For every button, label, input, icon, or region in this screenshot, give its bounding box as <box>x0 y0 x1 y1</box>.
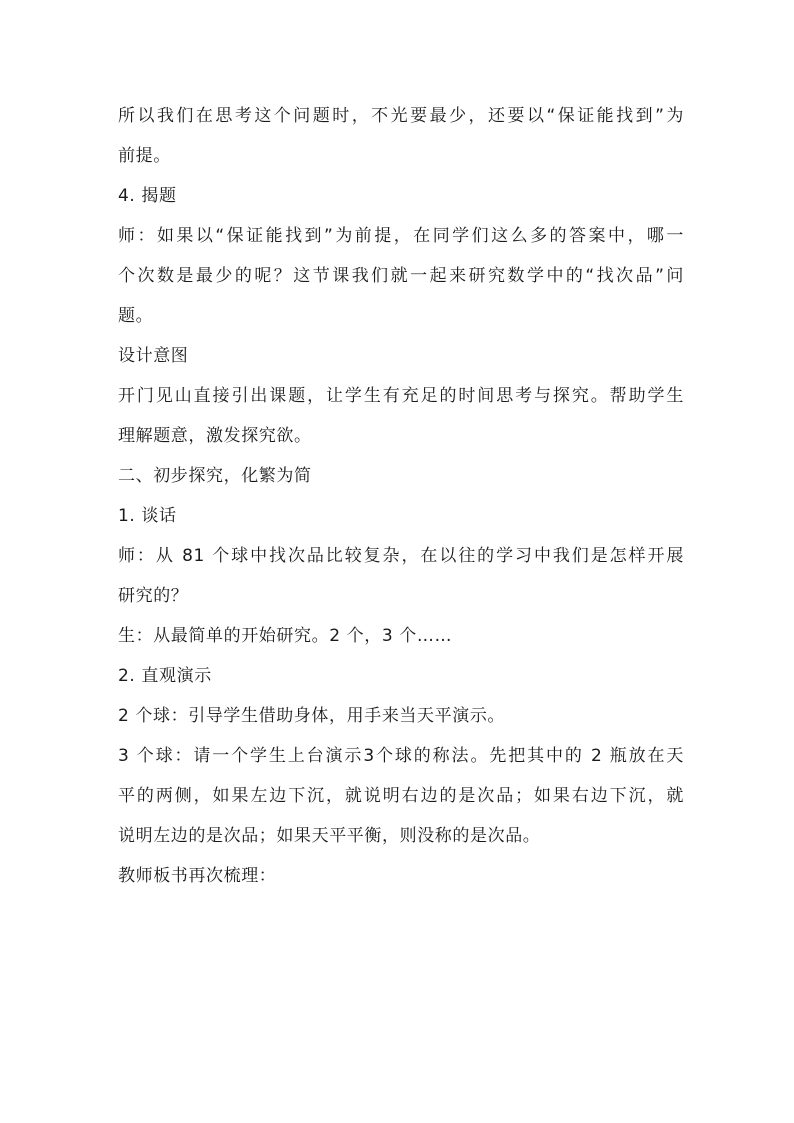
paragraph-line: 师：如果以“保证能找到”为前提，在同学们这么多的答案中，哪一 <box>118 226 684 246</box>
section-heading: 1. 谈话 <box>118 506 177 526</box>
paragraph-line: 生：从最简单的开始研究。2 个，3 个…… <box>118 626 453 646</box>
paragraph-line: 研究的？ <box>118 586 189 606</box>
section-heading: 2. 直观演示 <box>118 666 212 686</box>
section-heading: 设计意图 <box>118 346 189 366</box>
paragraph-line: 开门见山直接引出课题，让学生有充足的时间思考与探究。帮助学生 <box>118 386 684 406</box>
paragraph-line: 题。 <box>118 306 154 326</box>
paragraph-line: 所以我们在思考这个问题时，不光要最少，还要以“保证能找到”为 <box>118 106 684 126</box>
paragraph-line: 平的两侧，如果左边下沉，就说明右边的是次品；如果右边下沉，就 <box>118 786 684 806</box>
paragraph-line: 2 个球：引导学生借助身体，用手来当天平演示。 <box>118 706 506 726</box>
paragraph-line: 教师板书再次梳理： <box>118 866 277 886</box>
paragraph-line: 个次数是最少的呢？这节课我们就一起来研究数学中的“找次品”问 <box>118 266 684 286</box>
document-body <box>118 102 684 902</box>
paragraph-line: 理解题意，激发探究欲。 <box>118 426 312 446</box>
paragraph-line: 说明左边的是次品；如果天平平衡，则没称的是次品。 <box>118 826 541 846</box>
paragraph-line: 3 个球：请一个学生上台演示3个球的称法。先把其中的 2 瓶放在天 <box>118 746 684 766</box>
section-heading: 4. 揭题 <box>118 186 177 206</box>
paragraph-line: 前提。 <box>118 146 171 166</box>
paragraph-line: 师：从 81 个球中找次品比较复杂，在以往的学习中我们是怎样开展 <box>118 546 684 566</box>
section-heading: 二、初步探究，化繁为简 <box>118 466 312 486</box>
